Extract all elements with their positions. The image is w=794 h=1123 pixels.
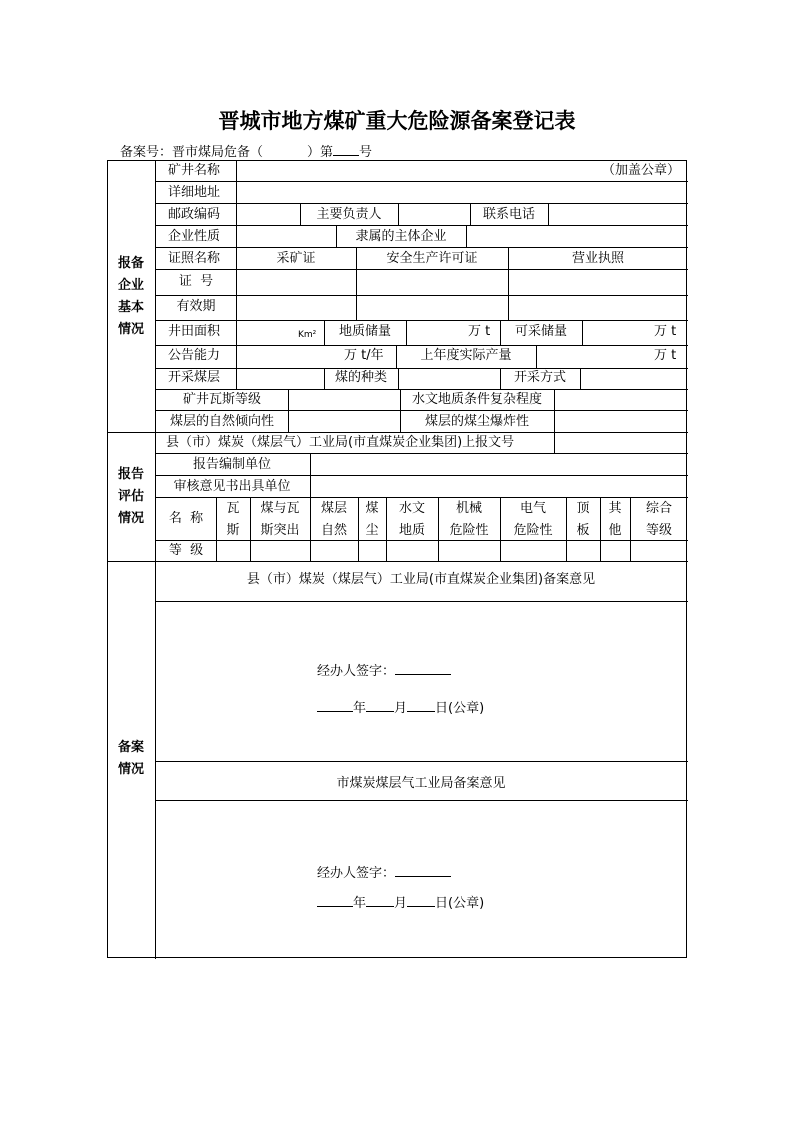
city-signer-field[interactable] <box>395 864 451 877</box>
hydro-label: 水文地质条件复杂程度 <box>411 392 543 407</box>
col-other: 其 他 <box>608 501 622 538</box>
county-signer <box>317 662 451 680</box>
name-row-label: 名 称 <box>168 511 204 526</box>
city-year-label: 年 <box>353 896 367 911</box>
col-mechanical: 机械 危险性 <box>449 501 489 538</box>
last-year-output-label: 上年度实际产量 <box>420 348 512 363</box>
city-day-field[interactable] <box>407 894 435 907</box>
filing-number-label: 备案号：晋市煤局危备（ <box>120 145 264 160</box>
county-year-label: 年 <box>353 701 367 716</box>
coal-type-label: 煤的种类 <box>334 370 388 385</box>
col-overall: 综合 等级 <box>645 501 673 538</box>
field-area-unit: Km² <box>298 330 317 340</box>
col-dust: 煤 尘 <box>365 501 379 538</box>
city-opinion-title: 市煤炭煤层气工业局备案意见 <box>336 776 506 791</box>
dust-label: 煤层的煤尘爆炸性 <box>424 414 530 429</box>
last-year-output-unit: 万 t <box>654 348 677 363</box>
method-label: 开采方式 <box>513 370 567 385</box>
filing-number-mid: ）第 <box>307 145 334 160</box>
city-month-field[interactable] <box>366 894 394 907</box>
gas-grade-label: 矿井瓦斯等级 <box>182 392 262 407</box>
section-filing-label <box>116 737 146 781</box>
spontaneous-label: 煤层的自然倾向性 <box>169 414 275 429</box>
col-hydro: 水文 地质 <box>398 501 426 538</box>
county-month-field[interactable] <box>366 699 394 712</box>
minable-reserve-label: 可采储量 <box>514 324 568 339</box>
section-report-label <box>116 464 146 530</box>
compiler-label: 报告编制单位 <box>192 457 272 472</box>
county-signer-field[interactable] <box>395 662 451 675</box>
city-signer-label: 经办人签字： <box>317 866 396 881</box>
cert-mining-label: 采矿证 <box>276 251 316 266</box>
postcode-label: 邮政编码 <box>168 207 221 222</box>
nature-label: 企业性质 <box>168 229 221 244</box>
validity-label: 有效期 <box>176 299 216 314</box>
section-basic-label <box>116 253 146 341</box>
city-date <box>317 894 484 912</box>
county-month-label: 月 <box>394 701 408 716</box>
county-signer-label: 经办人签字： <box>317 664 396 679</box>
cert-safety-label: 安全生产许可证 <box>386 251 478 266</box>
mine-name-label: 矿井名称 <box>168 163 221 178</box>
parent-company-label: 隶属的主体企业 <box>355 229 447 244</box>
col-roof: 顶 板 <box>576 501 590 538</box>
county-day-label: 日(公章) <box>435 701 485 716</box>
address-label: 详细地址 <box>168 185 221 200</box>
reviewer-label: 审核意见书出具单位 <box>173 479 291 494</box>
section-filing-text: 备案 情况 <box>117 740 144 777</box>
county-year-field[interactable] <box>317 699 353 712</box>
filing-number-field[interactable] <box>333 143 359 156</box>
seam-label: 开采煤层 <box>168 370 221 385</box>
city-month-label: 月 <box>394 896 408 911</box>
geo-reserve-unit: 万 t <box>468 324 491 339</box>
principal-label: 主要负责人 <box>316 207 382 222</box>
section-basic-text: 报备 企业 基本 情况 <box>117 256 144 337</box>
section-report-text: 报告 评估 情况 <box>117 467 144 526</box>
cert-business-label: 营业执照 <box>571 251 625 266</box>
city-year-field[interactable] <box>317 894 353 907</box>
filing-number-line <box>120 141 372 160</box>
capacity-unit: 万 t/年 <box>344 348 384 363</box>
col-electrical: 电气 危险性 <box>513 501 553 538</box>
field-area-label: 井田面积 <box>168 324 221 339</box>
phone-label: 联系电话 <box>482 207 536 222</box>
col-gas: 瓦 斯 <box>226 501 240 538</box>
report-doc-no-label: 县（市）煤炭（煤层气）工业局(市直煤炭企业集团)上报文号 <box>166 435 515 450</box>
filing-number-suffix: 号 <box>359 145 373 160</box>
county-day-field[interactable] <box>407 699 435 712</box>
col-outburst: 煤与瓦 斯突出 <box>260 501 300 538</box>
seal-note: （加盖公章） <box>602 163 681 178</box>
minable-reserve-unit: 万 t <box>654 324 677 339</box>
capacity-label: 公告能力 <box>168 348 221 363</box>
cert-number-label: 证 号 <box>178 274 214 289</box>
city-signer <box>317 864 451 882</box>
county-opinion-title: 县（市）煤炭（煤层气）工业局(市直煤炭企业集团)备案意见 <box>246 572 596 587</box>
grade-row-label: 等 级 <box>168 543 204 558</box>
col-spontaneous: 煤层 自然 <box>320 501 348 538</box>
geo-reserve-label: 地质储量 <box>338 324 392 339</box>
city-day-label: 日(公章) <box>435 896 485 911</box>
registration-table <box>107 160 687 958</box>
county-date <box>317 699 484 717</box>
form-title: 晋城市地方煤矿重大危险源备案登记表 <box>218 108 576 133</box>
cert-name-label: 证照名称 <box>168 251 221 266</box>
